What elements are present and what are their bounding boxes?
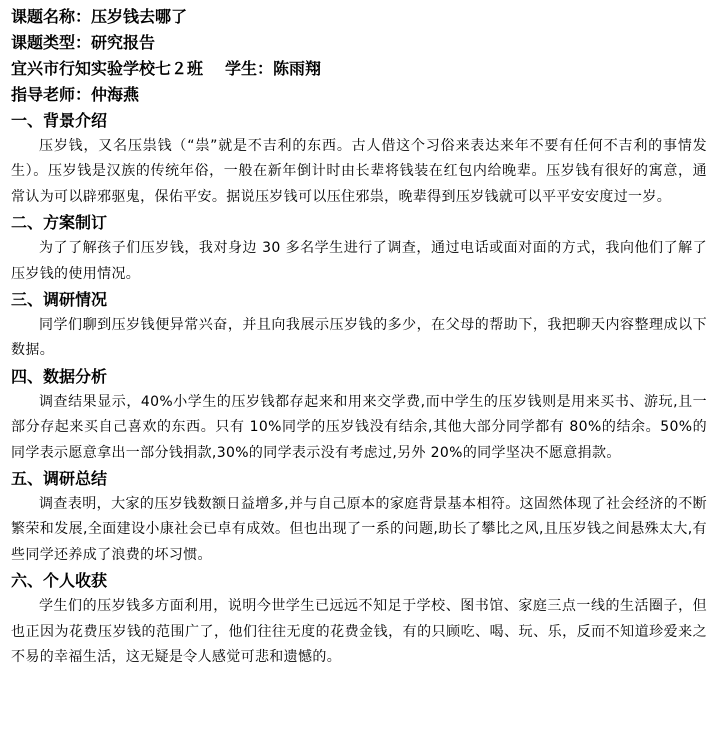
section-heading: 三、调研情况 (11, 290, 108, 310)
section-body: 调查表明，大家的压岁钱数额日益增多,并与自己原本的家庭背景基本相符。这固然体现了社会经济的不断繁荣和发展,全面建设小康社会已卓有成效。但也出现了一系的问题,助长了攀比之风,且压岁钱之间悬殊太大,有些同学还养成了浪费的坏习惯。 (11, 496, 707, 563)
topic-type-value: 研究报告 (91, 33, 156, 52)
section-body: 同学们聊到压岁钱便异常兴奋，并且向我展示压岁钱的多少，在父母的帮助下，我把聊天内容整理成以下数据。 (11, 317, 707, 359)
student-name: 陈雨翔 (273, 59, 322, 78)
topic-title-value: 压岁钱去哪了 (91, 7, 188, 26)
section-heading: 四、数据分析 (11, 366, 108, 386)
section-heading: 六、个人收获 (11, 571, 108, 591)
section-body: 为了了解孩子们压岁钱，我对身边 30 多名学生进行了调查，通过电话或面对面的方式，我向他们了解了压岁钱的使用情况。 (11, 240, 707, 282)
teacher-name: 仲海燕 (91, 85, 140, 104)
section-analysis (11, 364, 709, 466)
student-label: 学生： (225, 59, 274, 78)
section-heading: 二、方案制订 (11, 213, 108, 233)
section-body: 压岁钱，又名压祟钱（“祟”就是不吉利的东西。古人借这个习俗来表达来年不要有任何不吉利的事情发生）。压岁钱是汉族的传统年俗，一般在新年倒计时由长辈将钱装在红包内给晚辈。压岁钱有很好的寓意，通常认为可以辟邪驱鬼，保佑平安。据说压岁钱可以压住邪祟，晚辈得到压岁钱就可以平平安安度过一岁。 (11, 138, 707, 205)
topic-title-label: 课题名称： (11, 7, 92, 26)
section-heading: 五、调研总结 (11, 469, 108, 489)
school-class: 宜兴市行知实验学校七２班 (11, 59, 204, 78)
school-class-line (11, 56, 709, 82)
section-summary (11, 466, 709, 568)
topic-type-line (11, 30, 709, 56)
section-gains (11, 568, 709, 670)
section-heading: 一、背景介绍 (11, 111, 108, 130)
section-body: 学生们的压岁钱多方面利用，说明今世学生已远远不知足于学校、图书馆、家庭三点一线的生活圈子，但也正因为花费压岁钱的范围广了，他们往往无度的花费金钱，有的只顾吃、喝、玩、乐，反而不知道珍爱来之不易的幸福生活，这无疑是令人感觉可悲和遗憾的。 (11, 598, 707, 666)
teacher-line (11, 82, 709, 108)
teacher-label: 指导老师： (11, 85, 92, 104)
topic-title-line (11, 4, 709, 30)
section-background (11, 108, 709, 210)
section-plan (11, 210, 709, 287)
section-survey (11, 287, 709, 364)
section-body: 调查结果显示，40%小学生的压岁钱都存起来和用来交学费,而中学生的压岁钱则是用来买书、游玩,且一部分存起来买自己喜欢的东西。只有 10%同学的压岁钱没有结余,其他大部分同学都有 80%的结余。50%的同学表示愿意拿出一部分钱捐款,30%的同学表示没有考虑过,另外 20%的同学坚决不愿意捐款。 (11, 393, 707, 461)
topic-type-label: 课题类型： (11, 33, 92, 52)
